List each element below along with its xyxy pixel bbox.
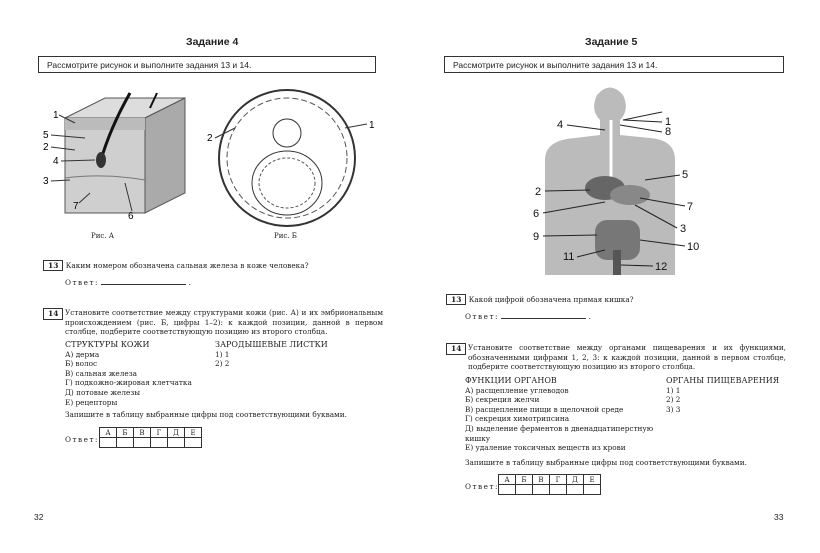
svg-text:7: 7	[687, 201, 694, 213]
q13-number: 13	[43, 260, 63, 271]
col2-header: ОРГАНЫ ПИЩЕВАРЕНИЯ	[666, 376, 780, 385]
page-number: 32	[34, 512, 44, 522]
option: А) дерма	[65, 349, 100, 359]
q14-text: Установите соответствие между органами пищеварения и их функциями, обозначенными цифрами 1, 2, 3: к каждой позиции, данной в первом столбце, подберите соответствующую позицию из второго столбца.	[468, 343, 786, 372]
svg-text:7: 7	[73, 201, 79, 212]
embryo-diagram	[205, 88, 380, 233]
option: Е) удаление токсичных веществ из крови	[465, 443, 626, 453]
svg-text:2: 2	[43, 142, 49, 153]
svg-text:1: 1	[665, 116, 672, 128]
left-col2	[215, 340, 328, 369]
option: 1) 1	[666, 385, 681, 395]
q13-text: Каким номером обозначена сальная железа в коже человека?	[65, 261, 309, 270]
svg-text:6: 6	[533, 208, 540, 220]
skin-diagram	[35, 88, 195, 228]
right-q14	[446, 343, 786, 372]
svg-text:10: 10	[687, 241, 700, 253]
svg-text:3: 3	[680, 223, 687, 235]
svg-text:8: 8	[665, 126, 672, 138]
answer-label: Ответ:	[65, 435, 99, 444]
col1-header: СТРУКТУРЫ КОЖИ	[65, 340, 150, 349]
right-q13-answer: Ответ: .	[465, 312, 591, 321]
answer-label: Ответ:	[465, 482, 499, 491]
svg-text:2: 2	[207, 133, 213, 144]
left-answer-table[interactable]: А Б В Г Д Е	[99, 427, 202, 448]
figure-a-caption: Рис. А	[91, 232, 115, 240]
option: В) сальная железа	[65, 368, 138, 378]
option: Б) волос	[65, 359, 98, 369]
svg-text:6: 6	[128, 211, 134, 222]
answer-line[interactable]	[501, 311, 586, 319]
svg-text:5: 5	[682, 169, 689, 181]
svg-text:1: 1	[53, 110, 59, 121]
answer-line[interactable]	[101, 277, 186, 285]
right-col2	[666, 376, 779, 414]
option: Е) рецепторы	[65, 397, 118, 407]
col1-header: ФУНКЦИИ ОРГАНОВ	[465, 376, 557, 385]
q13-text: Какой цифрой обозначена прямая кишка?	[468, 295, 634, 304]
table-instruction: Запишите в таблицу выбранные цифры под соответствующими буквами.	[65, 410, 347, 419]
answer-label: Ответ:	[465, 312, 499, 321]
svg-text:1: 1	[369, 120, 375, 131]
svg-text:4: 4	[557, 119, 564, 131]
option: 2) 2	[215, 359, 230, 369]
svg-text:2: 2	[535, 186, 542, 198]
figure-b-caption: Рис. Б	[274, 232, 297, 240]
option: 2) 2	[666, 395, 681, 405]
option: Д) потовые железы	[65, 387, 141, 397]
page-number: 33	[774, 512, 784, 522]
option: Г) секреция химотрипсина	[465, 414, 570, 424]
svg-text:4: 4	[53, 156, 59, 167]
option: Д) выделение ферментов в двенадцатиперстную кишку	[465, 423, 654, 443]
left-q13	[43, 261, 383, 271]
option: В) расщепление пищи в щелочной среде	[465, 404, 624, 414]
svg-text:9: 9	[533, 231, 540, 243]
svg-text:11: 11	[563, 251, 575, 263]
q14-number: 14	[43, 308, 63, 320]
option: Б) секреция желчи	[465, 395, 540, 405]
table-instruction: Запишите в таблицу выбранные цифры под соответствующими буквами.	[465, 458, 747, 467]
q14-text: Установите соответствие между структурами кожи (рис. А) и их эмбриональным происхождением (рис. Б, цифры 1–2): к каждой позиции, данной в первом столбце, подберите соответствующую позицию из второго столбца.	[65, 308, 383, 337]
right-answer-table[interactable]: А Б В Г Д Е	[498, 474, 601, 495]
option: 1) 1	[215, 349, 230, 359]
left-q14	[43, 308, 383, 337]
digestive-system-diagram	[525, 80, 705, 280]
right-col1	[465, 376, 655, 453]
right-q13	[446, 295, 786, 305]
right-instruction-box: Рассмотрите рисунок и выполните задания 13 и 14.	[444, 56, 784, 73]
svg-text:5: 5	[43, 130, 49, 141]
option: 3) 3	[666, 404, 681, 414]
svg-text:3: 3	[43, 176, 49, 187]
option: Г) подкожно-жировая клетчатка	[65, 378, 192, 388]
q14-number: 14	[446, 343, 466, 355]
option: А) расщепление углеводов	[465, 385, 569, 395]
svg-text:12: 12	[655, 261, 668, 273]
left-q13-answer: Ответ: .	[65, 278, 191, 287]
q13-number: 13	[446, 294, 466, 305]
answer-label: Ответ:	[65, 278, 99, 287]
col2-header: ЗАРОДЫШЕВЫЕ ЛИСТКИ	[215, 340, 328, 349]
right-page-title: Задание 5	[585, 36, 638, 48]
left-instruction-box: Рассмотрите рисунок и выполните задания 13 и 14.	[38, 56, 376, 73]
left-page-title: Задание 4	[186, 36, 239, 48]
